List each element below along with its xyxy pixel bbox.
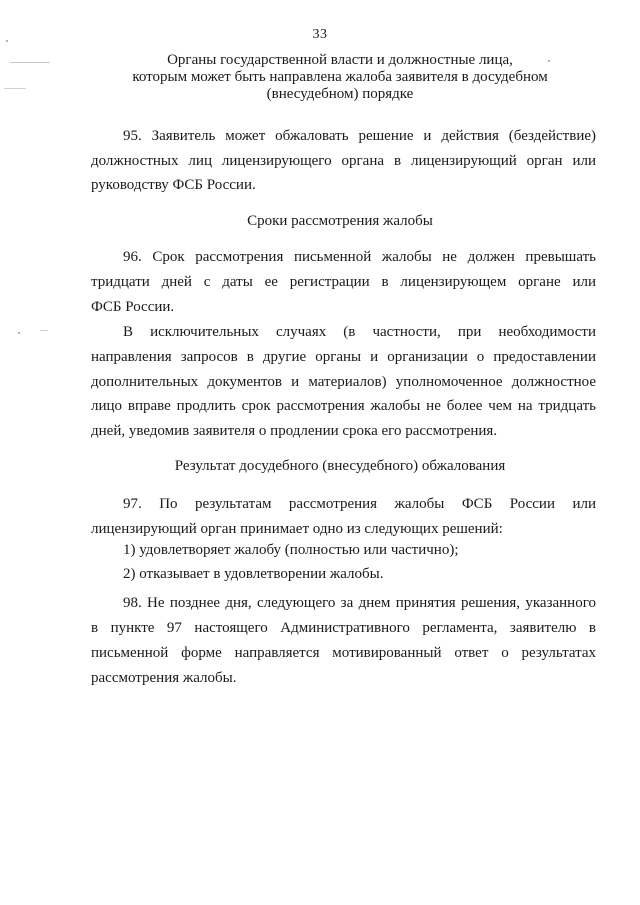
paragraph-line: 95. Заявитель может обжаловать решение и действия (бездействие) (123, 128, 596, 144)
heading-line: Сроки рассмотрения жалобы (247, 213, 433, 229)
paragraph-96-exceptions (91, 320, 596, 444)
scan-noise (10, 62, 50, 63)
scan-noise (40, 330, 48, 331)
page-number: 33 (312, 27, 328, 42)
paragraph-line: письменной форме направляется мотивированный ответ о результатах (91, 645, 596, 661)
paragraph-95 (91, 124, 596, 198)
heading-line: Результат досудебного (внесудебного) обжалования (174, 458, 506, 474)
paragraph-line: рассмотрения жалобы. (91, 670, 237, 686)
decision-item-2: 2) отказывает в удовлетворении жалобы. (123, 566, 384, 582)
paragraph-line: лицензирующий орган принимает одно из следующих решений: (91, 520, 503, 537)
paragraph-98 (91, 591, 596, 691)
paragraph-line: 97. По результатам рассмотрения жалобы ФСБ России или (123, 496, 596, 512)
paragraph-line: дополнительных документов и материалов) уполномоченное должностное (91, 373, 596, 390)
paragraph-line: 98. Не позднее дня, следующего за днем принятия решения, указанного (123, 595, 596, 611)
paragraph-line: В исключительных случаях (в частности, при необходимости (123, 324, 596, 340)
scan-noise (4, 88, 26, 89)
paragraph-line: 96. Срок рассмотрения письменной жалобы не должен превышать (123, 249, 596, 265)
paragraph-line: ФСБ России. (91, 299, 175, 315)
section-heading-appeal-result (60, 458, 620, 475)
paragraph-97 (91, 492, 596, 541)
heading-line: Органы государственной власти и должностные лица, (167, 52, 513, 68)
scan-noise (18, 332, 20, 334)
section-heading-complaint-authorities (60, 52, 620, 103)
paragraph-line: лицо вправе продлить срок рассмотрения жалобы не более чем на тридцать (91, 398, 596, 415)
paragraph-line: дней, уведомив заявителя о продлении срока его рассмотрения. (91, 423, 498, 440)
paragraph-line: в пункте 97 настоящего Административного регламента, заявителю в (91, 620, 596, 636)
paragraph-line: направления запросов в другие органы и организации о предоставлении (91, 348, 596, 365)
paragraph-line: должностных лиц лицензирующего органа в лицензирующий орган или (91, 152, 596, 169)
heading-line: которым может быть направлена жалоба заявителя в досудебном (132, 69, 548, 85)
heading-line: (внесудебном) порядке (266, 86, 414, 102)
decision-item-1: 1) удовлетворяет жалобу (полностью или частично); (123, 542, 459, 558)
paragraph-96 (91, 245, 596, 320)
section-heading-review-deadlines (60, 213, 620, 230)
paragraph-line: руководству ФСБ России. (91, 177, 256, 193)
paragraph-line: тридцати дней с даты ее регистрации в лицензирующем органе или (91, 274, 596, 290)
